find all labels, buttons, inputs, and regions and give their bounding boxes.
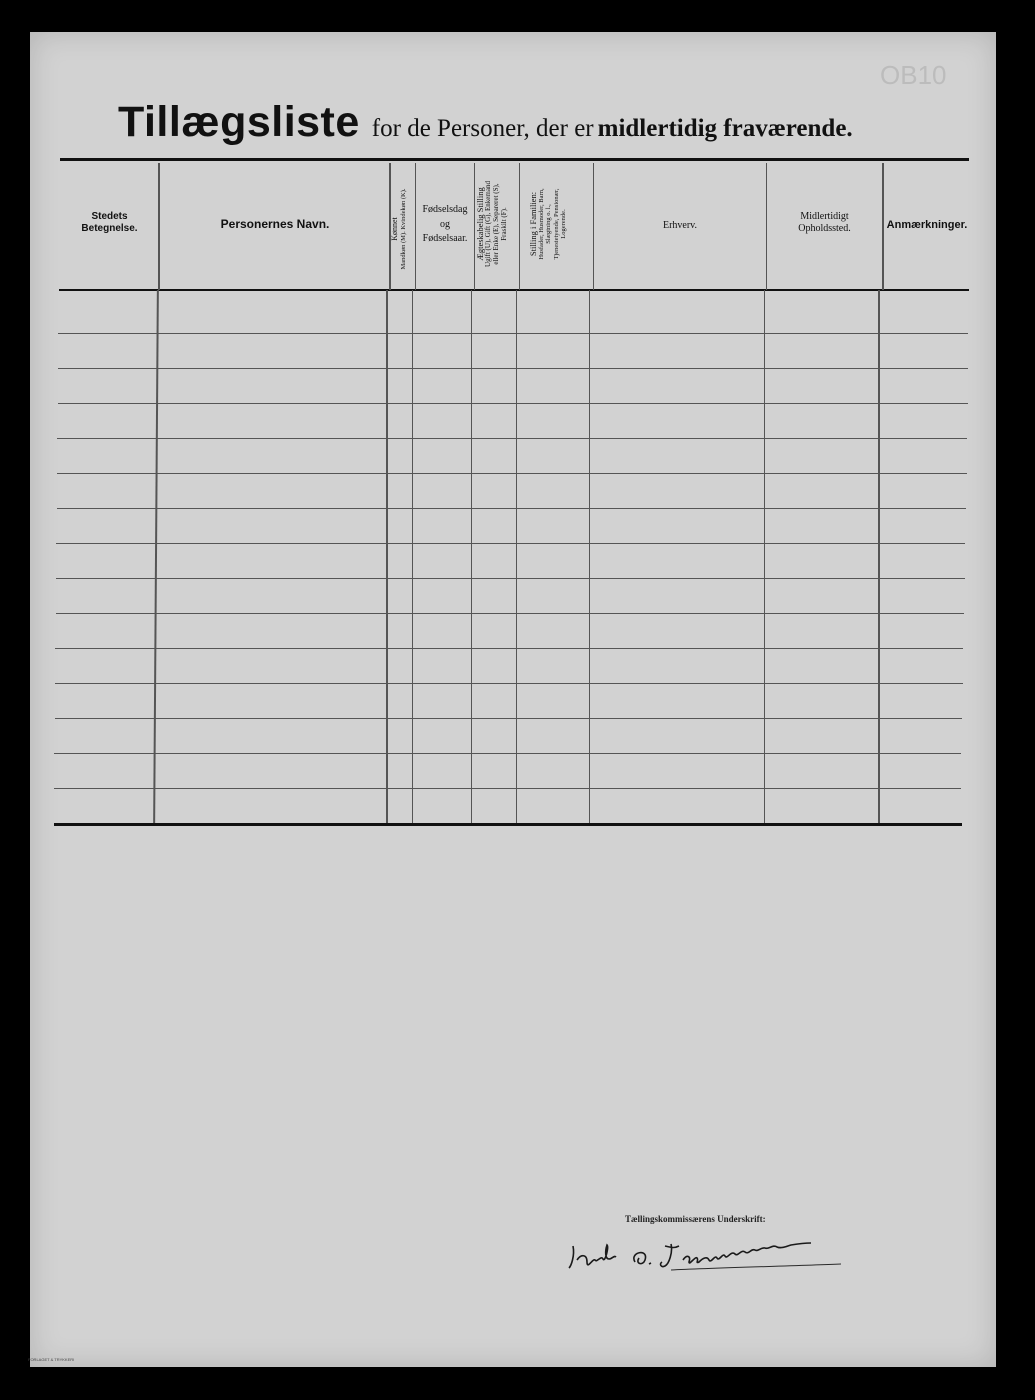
header-col6-line2: Husfader, Husmoder, Barn, xyxy=(538,188,546,260)
row-line xyxy=(56,613,964,614)
header-col4-line1: Fødselsdag xyxy=(422,204,468,215)
header-col8-line2: Opholdssted. xyxy=(798,222,851,234)
header-stedets-betegnelse xyxy=(62,211,157,234)
header-col4-line3: Fødselsaar. xyxy=(422,233,468,244)
col-divider-3-body xyxy=(412,290,413,823)
row-line xyxy=(55,683,963,684)
row-line xyxy=(58,333,968,334)
header-fodselsdag xyxy=(416,203,474,247)
printer-imprint: FORLAGET & TRYKKERI xyxy=(28,1357,75,1362)
header-konnet xyxy=(391,169,415,289)
header-col3-line1: Kønnet xyxy=(390,217,399,241)
table-top-rule xyxy=(60,158,969,161)
header-col1-line1: Stedets xyxy=(91,211,128,222)
row-line xyxy=(55,648,963,649)
row-line xyxy=(54,753,961,754)
title-emphasis: midlertidig fraværende. xyxy=(597,115,853,142)
handwritten-signature xyxy=(565,1238,845,1278)
header-col5-line1: Ægteskabelig Stilling xyxy=(475,187,485,261)
row-line xyxy=(57,473,967,474)
header-col3-line2: Mandkøn (M). Kvindekøn (K). xyxy=(399,188,407,270)
form-title xyxy=(118,98,853,147)
row-line xyxy=(58,403,968,404)
row-line xyxy=(58,368,968,369)
table-bottom-rule xyxy=(54,823,962,826)
header-personernes-navn: Personernes Navn. xyxy=(220,217,330,231)
col-divider-8-body xyxy=(878,290,880,823)
col-divider-1 xyxy=(158,163,160,290)
title-middle: for de Personer, der er xyxy=(371,115,594,142)
col-divider-7-body xyxy=(764,290,765,823)
col-divider-7 xyxy=(766,163,767,290)
header-col6-line3: Slægtning o. l., xyxy=(545,204,553,244)
row-line xyxy=(56,543,965,544)
header-erhverv: Erhverv. xyxy=(662,220,698,231)
title-main: Tillægsliste xyxy=(118,98,360,146)
header-col6-line5: Logerende. xyxy=(559,209,567,239)
header-stilling-i-familien xyxy=(529,164,579,284)
row-line xyxy=(57,438,967,439)
header-col6-line4: Tjenestetyende, Pensionær, xyxy=(552,188,560,260)
header-bottom-rule xyxy=(59,289,969,291)
header-aegteskabelig-stilling xyxy=(476,164,518,284)
header-col1-line2: Betegnelse. xyxy=(81,222,138,234)
row-line xyxy=(54,788,961,789)
row-line xyxy=(56,578,965,579)
col-divider-5-body xyxy=(516,290,517,823)
header-col5-line2: Ugift (U), Gift (G), Enkemand xyxy=(484,181,493,267)
col-divider-6 xyxy=(593,163,594,290)
row-line xyxy=(57,508,966,509)
col-divider-2-body xyxy=(386,290,388,823)
col-divider-6-body xyxy=(589,290,590,823)
header-col5-line3: eller Enke (E), Separeret (S), xyxy=(492,183,501,265)
header-midlertidigt-opholdssted xyxy=(768,211,881,234)
col-divider-4-body xyxy=(471,290,472,823)
header-col5-line4: Fraskilt (F). xyxy=(499,207,508,241)
faint-stamp: OB10 xyxy=(880,60,947,90)
header-col4-line2: og xyxy=(440,218,450,230)
header-anmaerkninger: Anmærkninger. xyxy=(886,219,968,231)
signature-caption: Tællingskommissærens Underskrift: xyxy=(625,1214,766,1224)
row-line xyxy=(55,718,962,719)
header-col6-line1: Stilling i Familien: xyxy=(528,191,538,257)
col-divider-5 xyxy=(519,163,520,290)
header-col8-line1: Midlertidigt xyxy=(800,211,849,222)
